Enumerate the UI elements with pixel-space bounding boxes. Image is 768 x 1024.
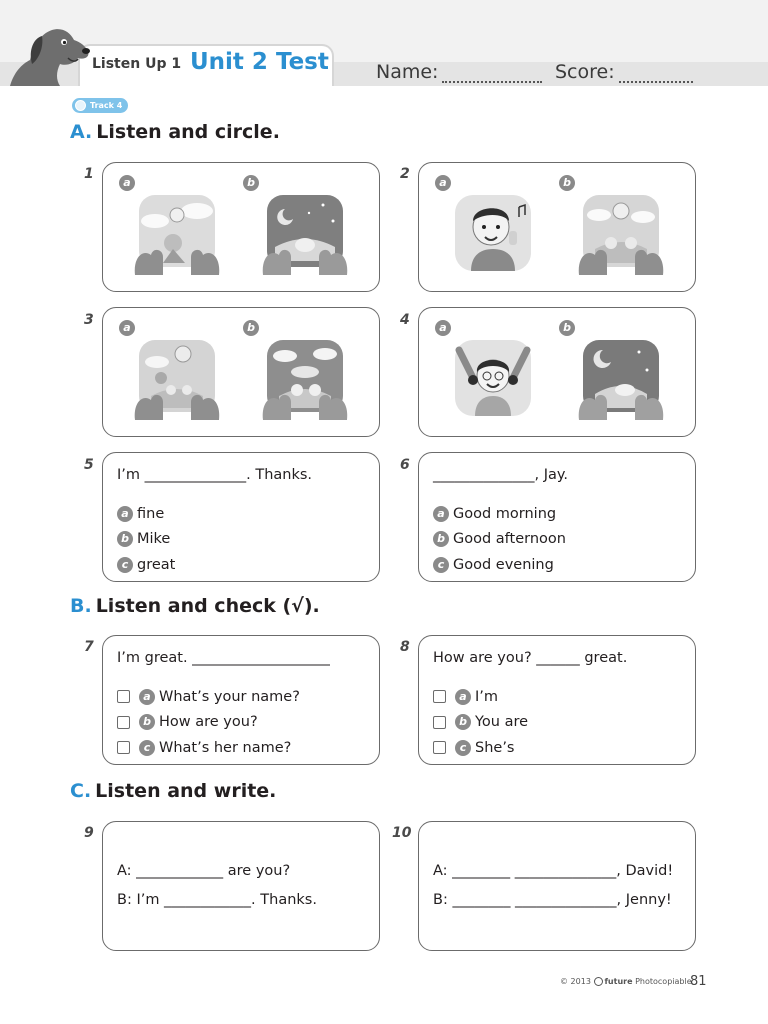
- question-6-box: [418, 452, 696, 582]
- question-3-box: [102, 307, 380, 437]
- option-c[interactable]: [117, 735, 300, 761]
- option-badge: a: [433, 506, 449, 522]
- option-c[interactable]: [433, 552, 566, 578]
- dialogue-line-a[interactable]: A: ________ ______________, David!: [433, 863, 674, 879]
- question-8-box: [418, 635, 696, 765]
- section-title: Listen and circle.: [96, 121, 280, 143]
- checkbox[interactable]: [117, 741, 130, 754]
- option-a[interactable]: [433, 684, 528, 710]
- question-9-box: [102, 821, 380, 951]
- option-b[interactable]: [433, 710, 528, 736]
- question-text: I’m great. ___________________: [117, 650, 330, 666]
- question-number: 1: [84, 166, 94, 182]
- option-badge-a: a: [119, 175, 135, 191]
- photocopiable-note: Photocopiable: [635, 977, 692, 986]
- girl-cheering-picture[interactable]: [449, 336, 537, 420]
- checkbox[interactable]: [433, 690, 446, 703]
- afternoon-window-picture[interactable]: [133, 336, 221, 420]
- option-b[interactable]: [117, 710, 300, 736]
- option-badge: c: [455, 740, 471, 756]
- option-badge-b: b: [559, 175, 575, 191]
- section-letter: C.: [70, 780, 92, 802]
- option-badge-a: a: [119, 320, 135, 336]
- question-5-box: [102, 452, 380, 582]
- question-text: ______________, Jay.: [433, 467, 569, 483]
- question-4-box: [418, 307, 696, 437]
- score-field[interactable]: [555, 61, 693, 83]
- question-10-box: [418, 821, 696, 951]
- brand-name: future: [604, 977, 633, 986]
- question-2-box: [418, 162, 696, 292]
- option-a[interactable]: [117, 684, 300, 710]
- boy-waving-picture[interactable]: [449, 191, 537, 275]
- option-text: Good afternoon: [453, 531, 566, 548]
- moon-window-picture[interactable]: [577, 336, 665, 420]
- option-badge-a: a: [435, 320, 451, 336]
- brand-logo-icon: [594, 977, 603, 986]
- question-number: 6: [400, 457, 410, 473]
- section-title: Listen and check (√).: [95, 595, 320, 617]
- morning-window-picture[interactable]: [133, 191, 221, 275]
- option-text: I’m: [475, 688, 499, 705]
- track-badge[interactable]: [72, 98, 128, 113]
- option-badge: b: [433, 531, 449, 547]
- option-badge: c: [433, 557, 449, 573]
- question-number: 10: [392, 825, 412, 841]
- section-a-heading: [70, 121, 280, 143]
- name-field[interactable]: [376, 61, 542, 83]
- options-list: [433, 684, 528, 761]
- option-badge: c: [117, 557, 133, 573]
- option-badge-b: b: [243, 175, 259, 191]
- option-text: Good morning: [453, 505, 557, 522]
- name-label: Name:: [376, 61, 439, 83]
- dog-mascot-icon: [4, 24, 92, 86]
- option-text: great: [137, 556, 176, 573]
- option-text: You are: [475, 714, 529, 731]
- option-badge-b: b: [559, 320, 575, 336]
- name-blank[interactable]: [442, 65, 542, 83]
- question-number: 8: [400, 639, 410, 655]
- option-badge: a: [117, 506, 133, 522]
- footer-credit: [560, 977, 692, 986]
- question-number: 7: [84, 639, 94, 655]
- sun-window-picture[interactable]: [577, 191, 665, 275]
- option-text: Good evening: [453, 556, 554, 573]
- option-badge-b: b: [243, 320, 259, 336]
- night-window-picture[interactable]: [261, 191, 349, 275]
- section-c-heading: [70, 780, 276, 802]
- series-title: Listen Up 1: [92, 56, 182, 72]
- option-c[interactable]: [117, 552, 175, 578]
- option-badge: a: [455, 689, 471, 705]
- section-title: Listen and write.: [95, 780, 277, 802]
- question-text: I’m ______________. Thanks.: [117, 467, 313, 483]
- checkbox[interactable]: [433, 716, 446, 729]
- option-text: How are you?: [159, 714, 258, 731]
- option-b[interactable]: [433, 527, 566, 553]
- option-badge: a: [139, 689, 155, 705]
- section-letter: B.: [70, 595, 92, 617]
- section-letter: A.: [70, 121, 93, 143]
- unit-title: Unit 2 Test: [190, 49, 329, 75]
- option-a[interactable]: [433, 501, 566, 527]
- option-text: What’s her name?: [159, 739, 292, 756]
- score-label: Score:: [555, 61, 615, 83]
- question-7-box: [102, 635, 380, 765]
- dialogue-line-a[interactable]: A: ____________ are you?: [117, 863, 291, 879]
- checkbox[interactable]: [117, 690, 130, 703]
- option-a[interactable]: [117, 501, 175, 527]
- cloudy-window-picture[interactable]: [261, 336, 349, 420]
- question-number: 3: [84, 312, 94, 328]
- question-text: How are you? ______ great.: [433, 650, 628, 666]
- cd-icon: [75, 100, 86, 111]
- option-badge: b: [139, 714, 155, 730]
- options-list: [433, 501, 566, 578]
- option-text: fine: [137, 505, 165, 522]
- options-list: [117, 684, 300, 761]
- option-b[interactable]: [117, 527, 175, 553]
- copyright-text: © 2013: [560, 977, 591, 986]
- option-badge: b: [455, 714, 471, 730]
- question-number: 9: [84, 825, 94, 841]
- option-badge: b: [117, 531, 133, 547]
- question-number: 4: [400, 312, 410, 328]
- option-text: She’s: [475, 739, 515, 756]
- dialogue-line-b[interactable]: B: I’m ____________. Thanks.: [117, 892, 317, 908]
- question-1-box: [102, 162, 380, 292]
- option-text: What’s your name?: [159, 688, 300, 705]
- option-badge: c: [139, 740, 155, 756]
- option-text: Mike: [137, 531, 171, 548]
- checkbox[interactable]: [433, 741, 446, 754]
- question-number: 2: [400, 166, 410, 182]
- track-label: Track 4: [90, 101, 123, 110]
- options-list: [117, 501, 175, 578]
- question-number: 5: [84, 457, 94, 473]
- option-c[interactable]: [433, 735, 528, 761]
- score-blank[interactable]: [619, 65, 693, 83]
- section-b-heading: [70, 595, 320, 617]
- dialogue-line-b[interactable]: B: ________ ______________, Jenny!: [433, 892, 672, 908]
- option-badge-a: a: [435, 175, 451, 191]
- page-number: 81: [690, 974, 707, 989]
- checkbox[interactable]: [117, 716, 130, 729]
